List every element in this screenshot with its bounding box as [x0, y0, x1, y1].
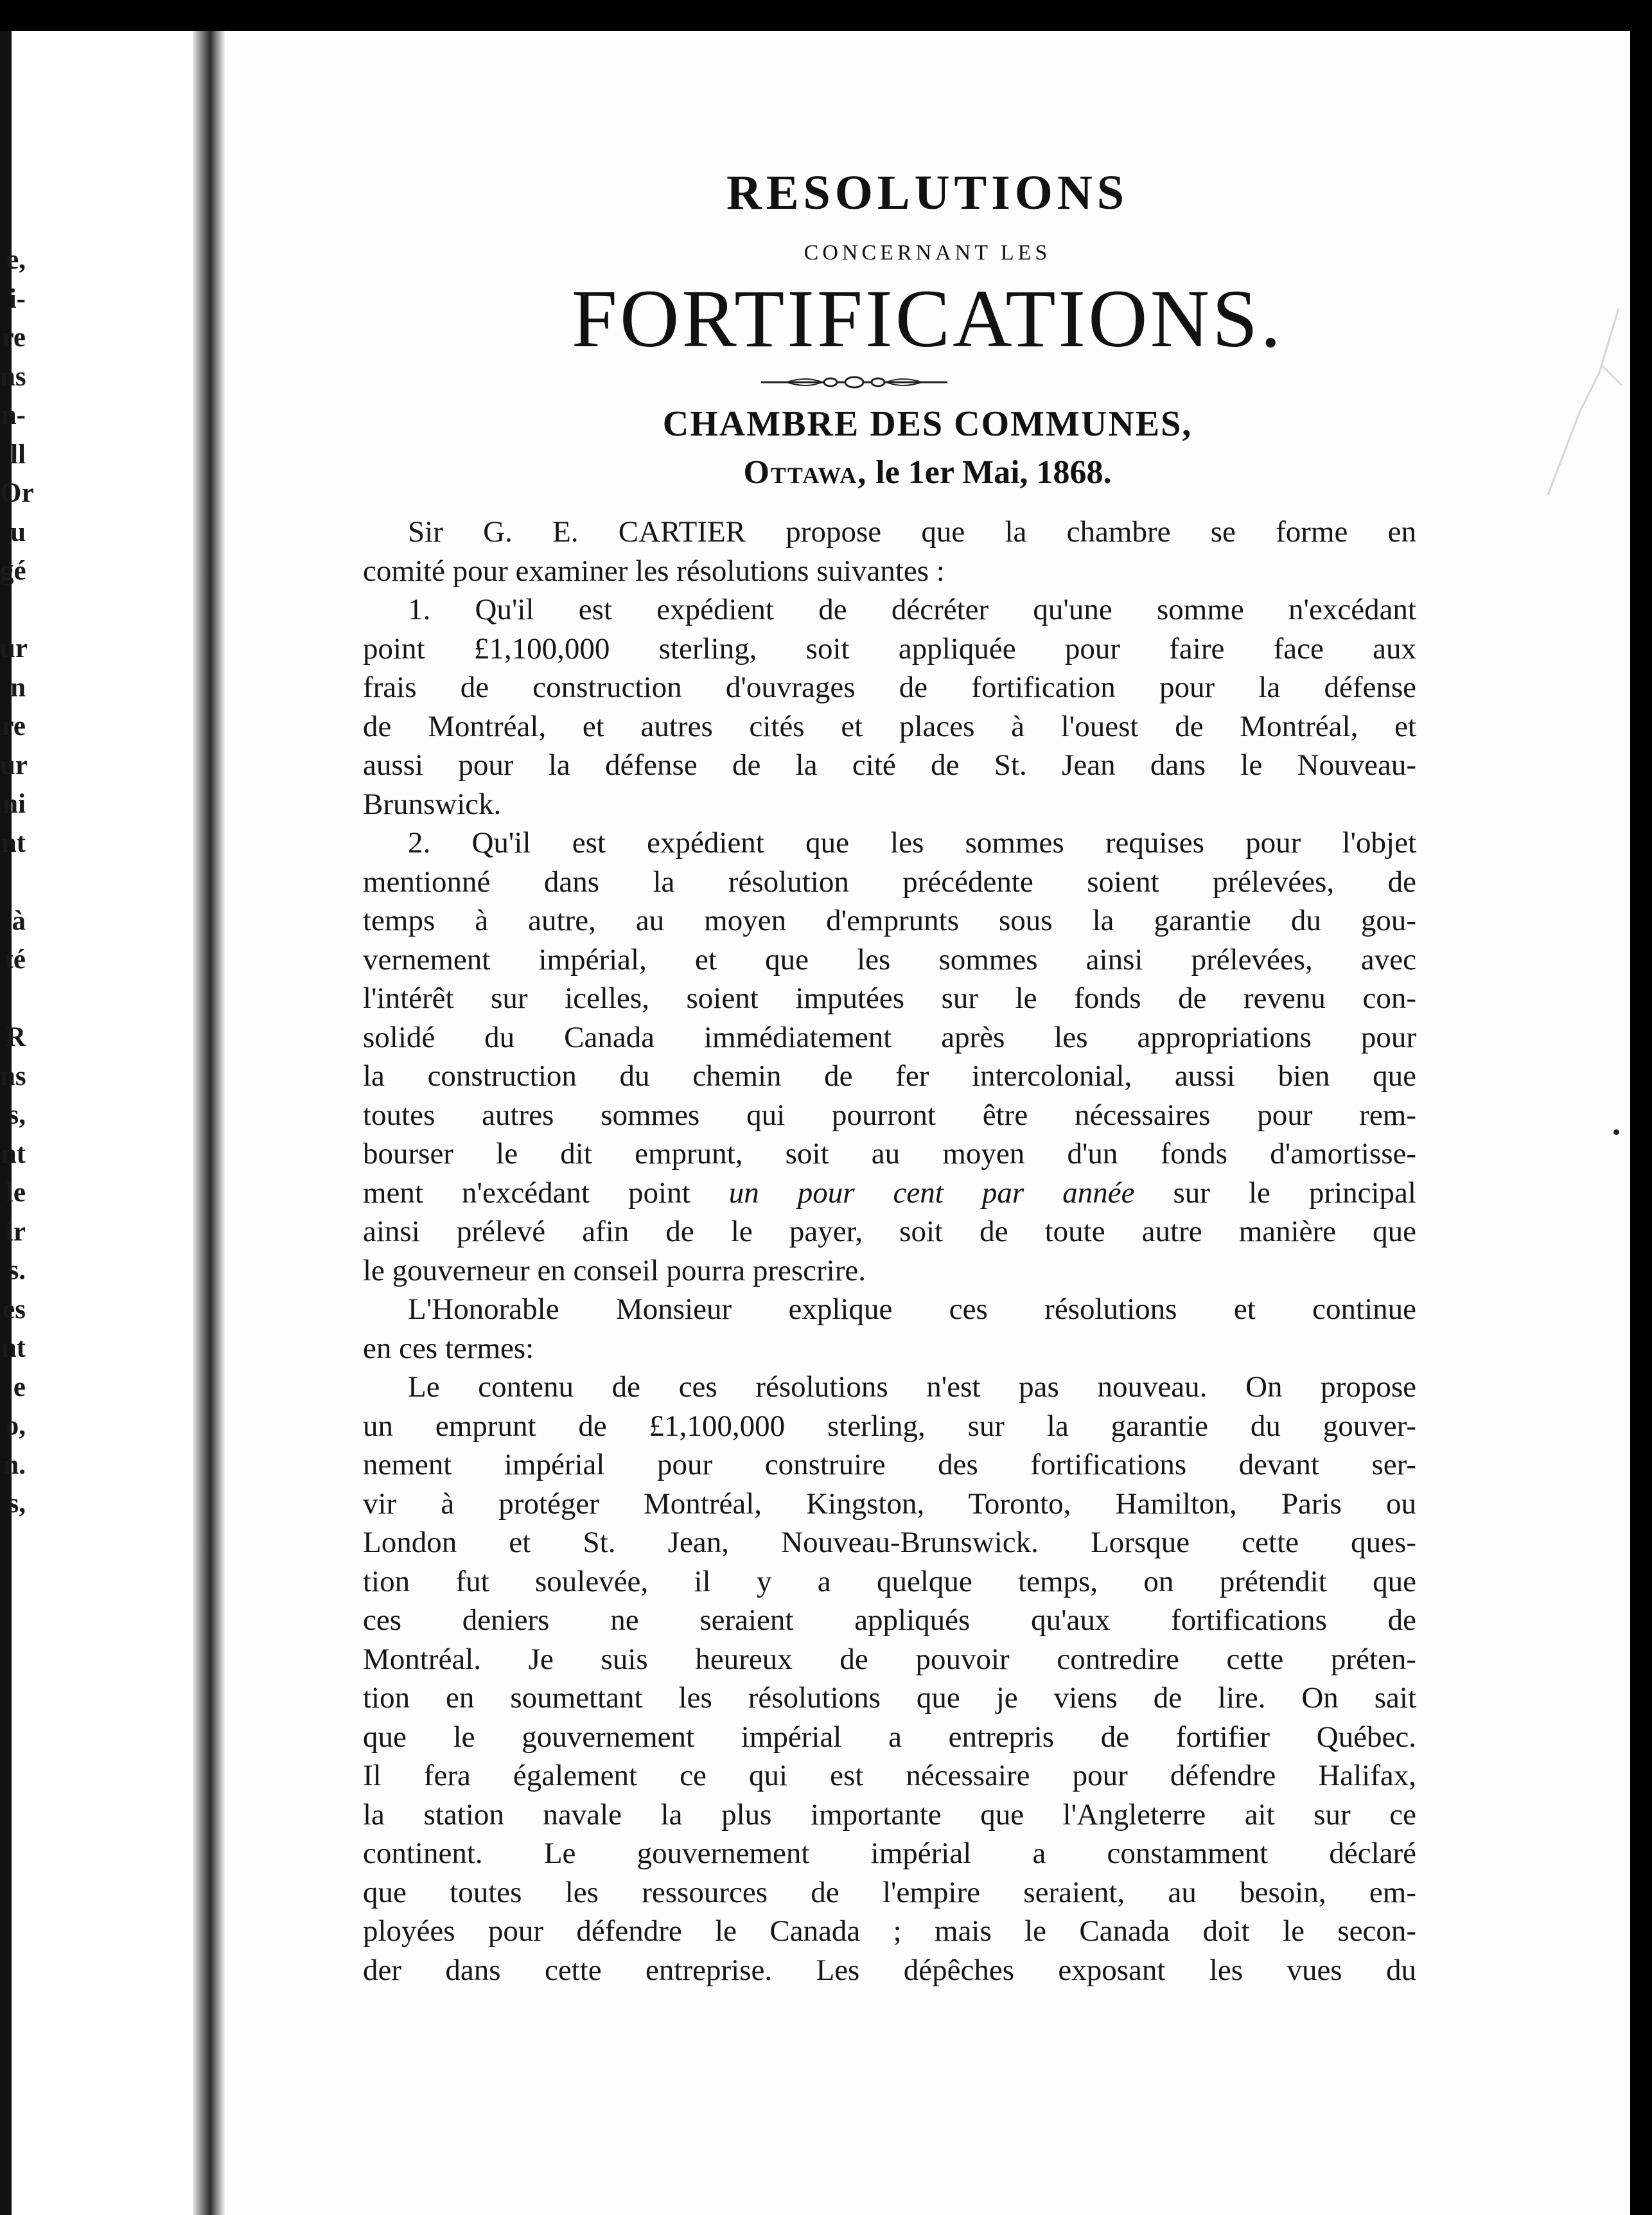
left-fragment: re — [1, 322, 26, 353]
text-line: tion fut soulevée, il y a quelque temps, on prétendit que — [363, 1564, 1416, 1598]
text-line: vir à protéger Montréal, Kingston, Toronto, Hamilton, Paris ou — [363, 1487, 1416, 1521]
heading-concernant: CONCERNANT LES — [804, 241, 1051, 265]
left-page-text-fragments — [0, 241, 34, 1524]
left-fragment: le — [5, 1178, 26, 1208]
text-line: ployées pour défendre le Canada ; mais le Canada doit le secon- — [363, 1914, 1416, 1948]
text-line: toutes autres sommes qui pourront être nécessaires pour rem- — [363, 1098, 1416, 1132]
left-fragment: à — [12, 905, 26, 936]
text-line: 2. Qu'il est expédient que les sommes requises pour l'objet — [408, 826, 1416, 860]
text-line: la construction du chemin de fer intercolonial, aussi bien que — [363, 1059, 1416, 1093]
top-scan-border — [0, 0, 1652, 31]
text-line: der dans cette entreprise. Les dépêches exposant les vues du — [363, 1953, 1416, 1987]
text-line: solidé du Canada immédiatement après les appropriations pour — [363, 1020, 1416, 1054]
text-line: ces deniers ne seraient appliqués qu'aux fortifications de — [363, 1603, 1416, 1637]
left-fragment: e — [13, 1372, 26, 1402]
pencil-mark — [1542, 302, 1625, 495]
text-line: temps à autre, au moyen d'emprunts sous la garantie du gou- — [363, 904, 1416, 937]
left-fragment: ll — [10, 439, 26, 470]
left-fragment: ur — [0, 750, 28, 781]
ornament-divider — [761, 373, 947, 392]
left-fragment: s, — [8, 1100, 26, 1130]
text-line: mentionné dans la résolution précédente soient prélevées, de — [363, 865, 1416, 899]
text-line: que le gouvernement impérial a entrepris de fortifier Québec. — [363, 1720, 1416, 1754]
left-fragment: i- — [8, 283, 26, 314]
dateline-date: le 1er Mai, 1868. — [875, 454, 1112, 491]
left-fragment: Or — [0, 478, 34, 508]
left-fragment: re — [1, 711, 26, 741]
left-fragment: ur — [0, 633, 28, 664]
left-fragment — [0, 863, 26, 902]
text-line: Montréal. Je suis heureux de pouvoir contredire cette préten- — [363, 1642, 1416, 1676]
text-line: Brunswick. — [363, 787, 502, 821]
text-line: comité pour examiner les résolutions suivantes : — [363, 554, 945, 588]
text-line: en ces termes: — [363, 1331, 534, 1365]
text-line: tion en soumettant les résolutions que je viens de lire. On sait — [363, 1681, 1416, 1715]
text-line: L'Honorable Monsieur explique ces résolutions et continue — [408, 1293, 1416, 1326]
text-line: un emprunt de £1,100,000 sterling, sur la garantie du gouver- — [363, 1409, 1416, 1443]
text-line: 1. Qu'il est expédient de décréter qu'une somme n'excédant — [408, 593, 1416, 626]
heading-chambre: CHAMBRE DES COMMUNES, — [662, 404, 1193, 444]
text-line: ment n'excédant point un pour cent par année sur le principal — [363, 1176, 1416, 1210]
text-line: Le contenu de ces résolutions n'est pas nouveau. On propose — [408, 1370, 1416, 1404]
text-line: le gouverneur en conseil pourra prescrire. — [363, 1253, 866, 1287]
text-line: Sir G. E. CARTIER propose que la chambre se forme en — [408, 515, 1416, 549]
left-fragment: u — [10, 516, 26, 547]
dateline-place: Ottawa, — [743, 454, 868, 491]
text-line: que toutes les ressources de l'empire seraient, au besoin, em- — [363, 1875, 1416, 1909]
left-fragment: gé — [0, 556, 26, 586]
left-fragment: nt — [1, 1138, 26, 1169]
text-line: frais de construction d'ouvrages de fortification pour la défense — [363, 671, 1416, 704]
heading-fortifications: FORTIFICATIONS. — [571, 273, 1284, 364]
text-line: Il fera également ce qui est nécessaire pour défendre Halifax, — [363, 1759, 1416, 1792]
text-line: London et St. Jean, Nouveau-Brunswick. Lorsque cette ques- — [363, 1526, 1416, 1559]
heading-dateline — [225, 456, 1630, 490]
book-gutter — [193, 31, 225, 2215]
left-fragment: té — [4, 944, 26, 975]
left-fragment: ir — [5, 1216, 26, 1247]
left-fragment: n — [10, 672, 26, 703]
left-fragment: o, — [4, 1411, 26, 1441]
text-line: ainsi prélevé afin de le payer, soit de toute autre manière que — [363, 1215, 1416, 1248]
left-fragment: ns — [0, 1061, 26, 1091]
text-line: continent. Le gouvernement impérial a constamment déclaré — [363, 1837, 1416, 1870]
left-fragment: s. — [8, 1255, 26, 1285]
text-line: point £1,100,000 sterling, soit appliquée pour faire face aux — [363, 631, 1416, 666]
left-fragment: ns — [0, 361, 26, 392]
left-fragment: e, — [6, 245, 26, 275]
italic-phrase: un pour cent par année — [728, 1176, 1135, 1210]
left-fragment: n. — [3, 1449, 26, 1480]
left-fragment: s, — [8, 1488, 26, 1519]
left-fragment: n- — [1, 400, 26, 430]
body-text — [363, 513, 1416, 1990]
text-line: vernement impérial, et que les sommes ainsi prélevées, avec — [363, 942, 1416, 976]
heading-resolutions: RESOLUTIONS — [726, 166, 1129, 220]
left-fragment — [0, 980, 26, 1019]
ink-dot — [1613, 1129, 1619, 1135]
left-page — [0, 31, 193, 2215]
text-line: nement impérial pour construire des fortifications devant ser- — [363, 1448, 1416, 1481]
right-scan-border — [1630, 31, 1652, 2215]
left-fragment — [0, 591, 26, 630]
left-fragment: nt — [1, 827, 26, 858]
text-line: bourser le dit emprunt, soit au moyen d'un fonds d'amortisse- — [363, 1137, 1416, 1170]
left-fragment: ni — [3, 789, 26, 819]
text-line: la station navale la plus importante que l'Angleterre ait sur ce — [363, 1797, 1416, 1831]
text-line: aussi pour la défense de la cité de St. Jean dans le Nouveau- — [363, 748, 1416, 782]
left-fragment: nt — [1, 1333, 26, 1363]
text-line: de Montréal, et autres cités et places à l'ouest de Montréal, et — [363, 709, 1416, 743]
left-fragment: R — [5, 1022, 26, 1052]
text-line: l'intérêt sur icelles, soient imputées sur le fonds de revenu con- — [363, 982, 1416, 1015]
left-fragment: es — [3, 1294, 26, 1325]
